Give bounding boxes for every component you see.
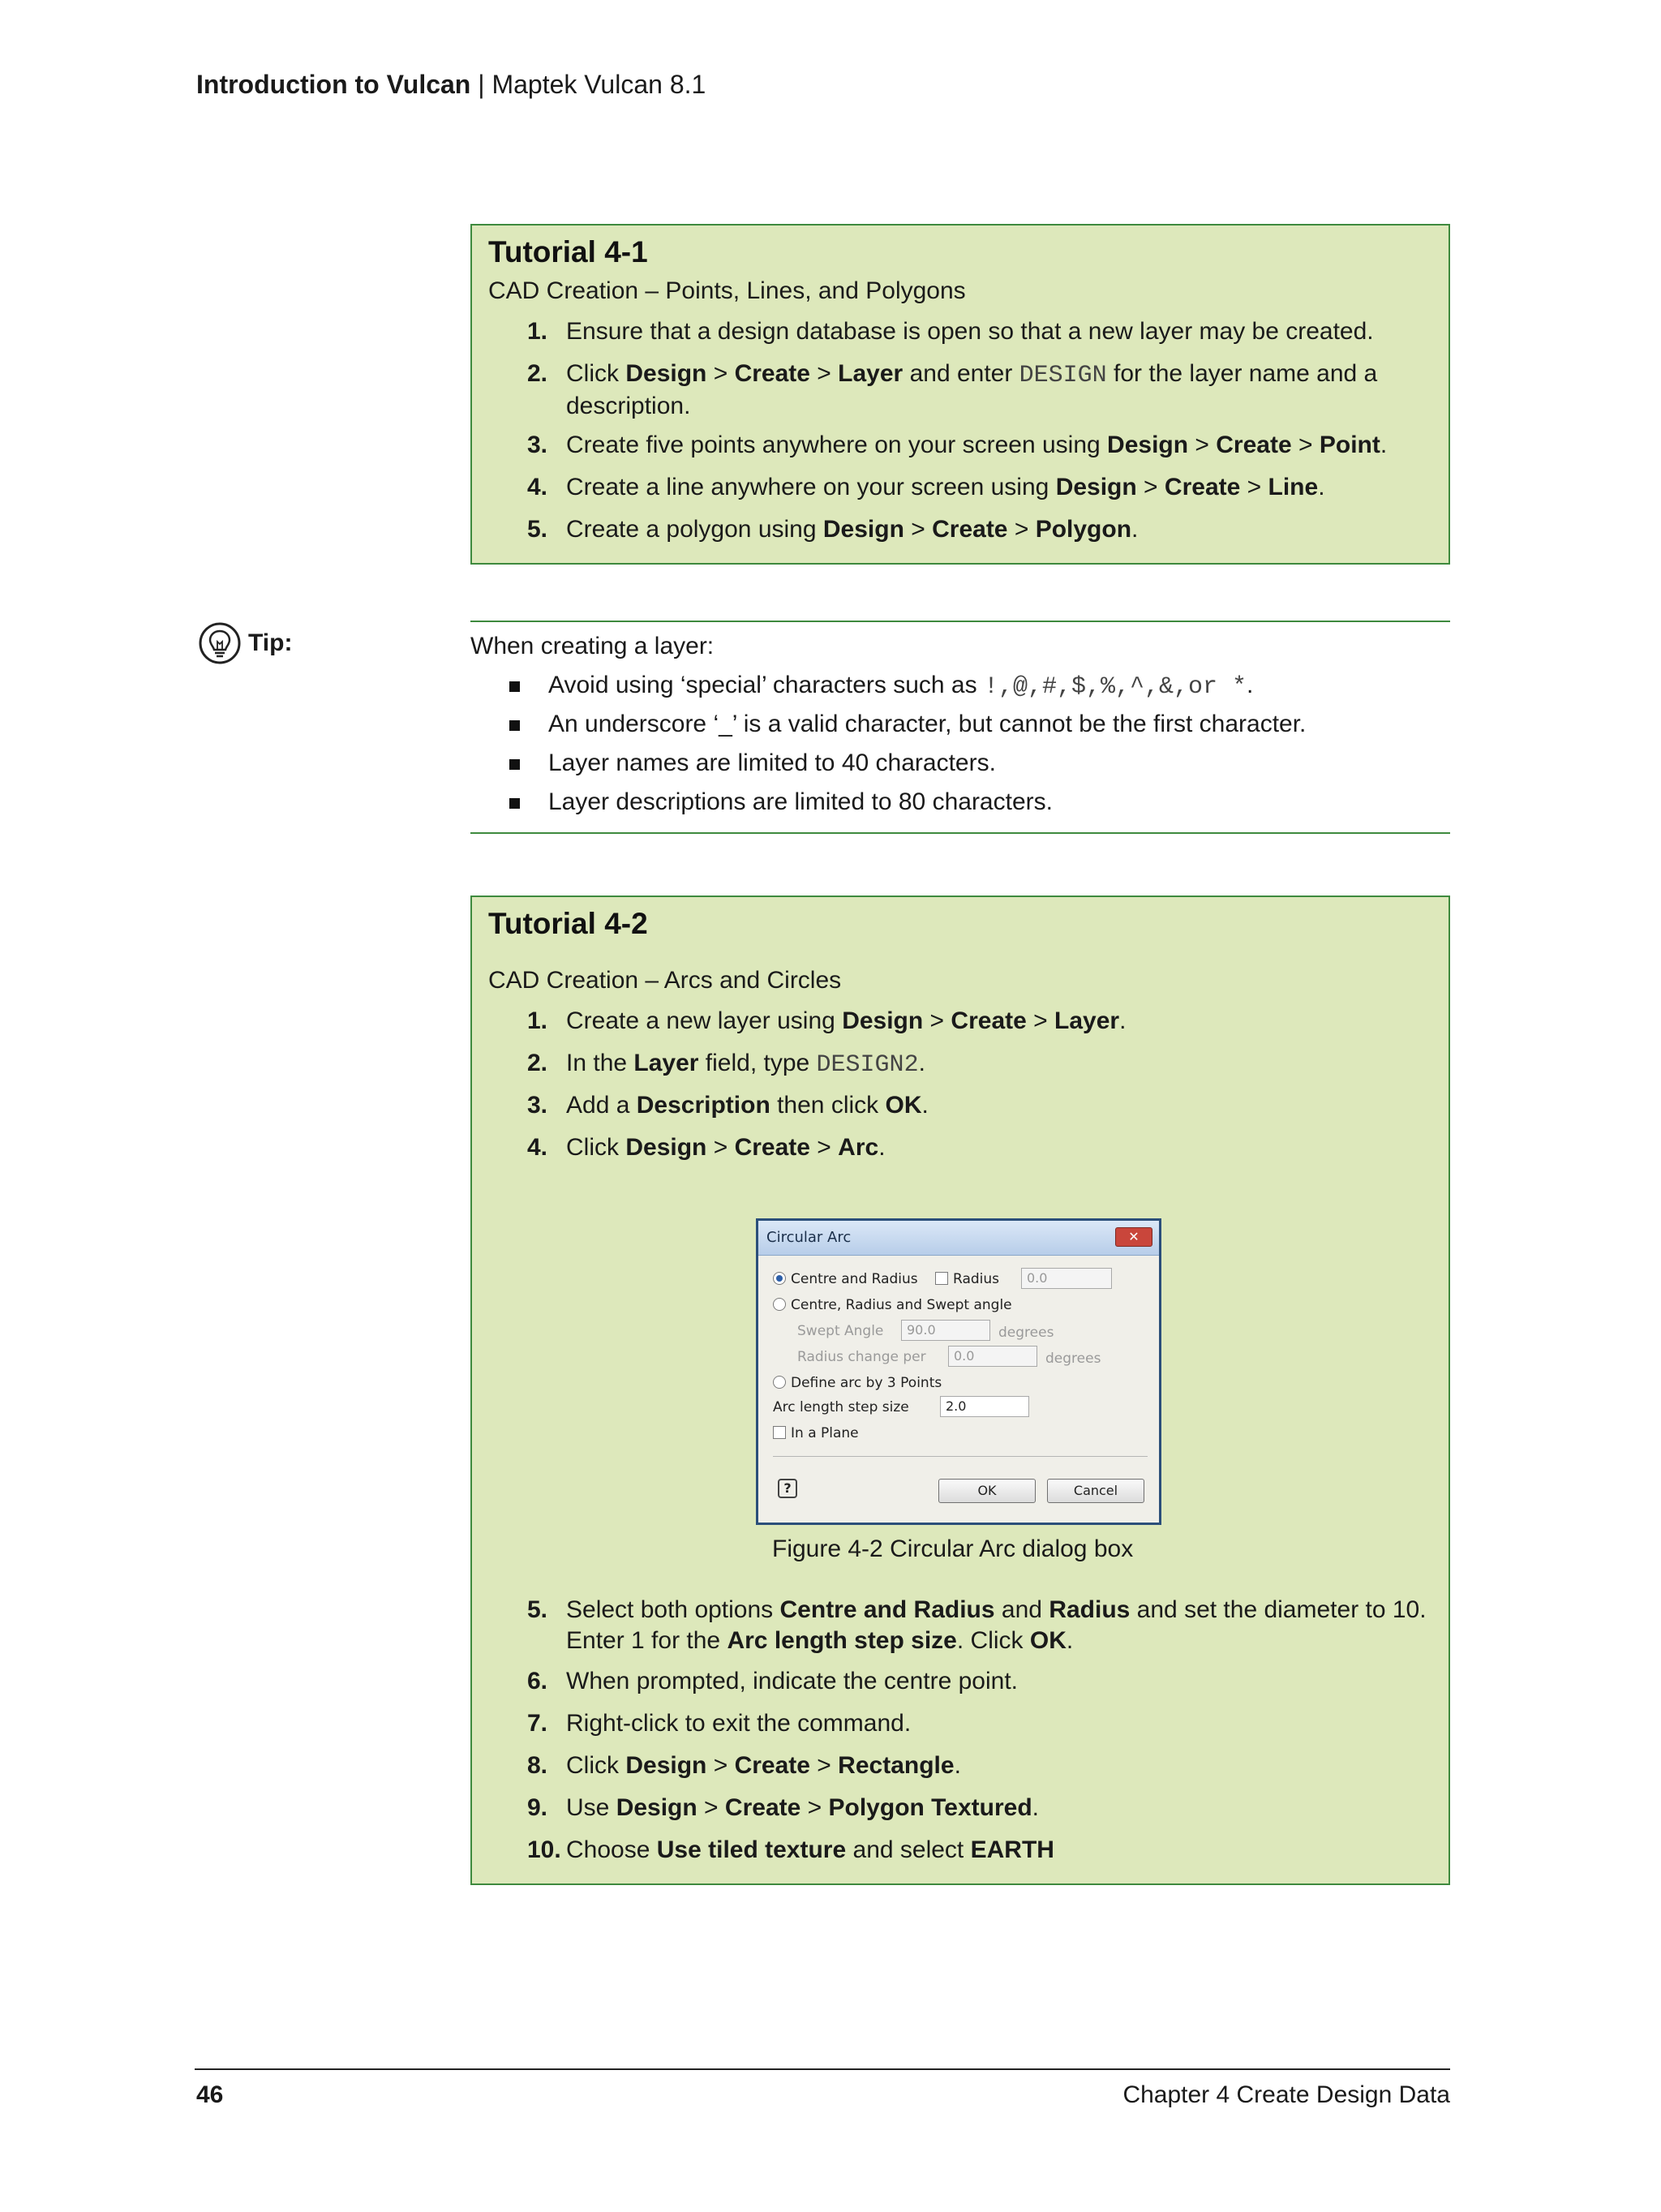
bold-term: Polygon	[1035, 516, 1132, 543]
centre-and-radius-radio[interactable]	[773, 1271, 918, 1287]
bold-term: Layer	[838, 360, 903, 387]
text-run: Right-click to exit the command.	[566, 1710, 912, 1737]
radio-icon	[773, 1298, 786, 1311]
checkbox-icon	[773, 1426, 786, 1439]
step-number: 3.	[527, 432, 548, 458]
radius-checkbox[interactable]	[935, 1271, 999, 1287]
help-icon[interactable]: ?	[778, 1479, 797, 1498]
text-run: When prompted, indicate the centre point.	[566, 1668, 1018, 1694]
text-run: >	[1007, 516, 1036, 543]
bold-term: Polygon Textured	[828, 1794, 1032, 1821]
step-text	[566, 1048, 1434, 1080]
swept-angle-unit: degrees	[998, 1325, 1054, 1341]
define-3-points-radio[interactable]	[773, 1375, 942, 1391]
text-run: >	[1240, 474, 1268, 500]
header-title: Introduction to Vulcan	[196, 70, 471, 99]
text-run: Click	[566, 1752, 626, 1779]
text-run: Avoid using ‘special’ characters such as	[548, 672, 984, 698]
code-term: DESIGN	[1019, 362, 1107, 389]
text-run: then click	[770, 1092, 886, 1119]
text-run: and	[994, 1596, 1049, 1623]
bold-term: Use tiled texture	[656, 1836, 847, 1863]
radius-change-field[interactable]: 0.0	[948, 1346, 1037, 1367]
text-run: field, type	[698, 1050, 817, 1076]
text-run: >	[809, 360, 839, 387]
bold-term: Description	[636, 1092, 770, 1119]
text-run: >	[706, 1134, 735, 1161]
radio-icon	[773, 1376, 786, 1389]
bold-term: Design	[625, 1134, 707, 1161]
bold-term: Radius	[1049, 1596, 1131, 1623]
running-header	[196, 70, 706, 100]
text-run: Create a line anywhere on your screen using	[566, 474, 1056, 500]
close-icon[interactable]: ✕	[1115, 1227, 1152, 1247]
bold-term: Design	[1107, 432, 1189, 458]
text-run: and set the diameter to 10. Enter 1 for the	[566, 1596, 1427, 1654]
text-run: Use	[566, 1794, 616, 1821]
text-run: and enter	[903, 360, 1019, 387]
checkbox-label: Radius	[953, 1271, 1000, 1287]
bullet-text	[548, 750, 996, 777]
ok-button[interactable]: OK	[938, 1479, 1036, 1503]
step-number: 3.	[527, 1092, 548, 1119]
code-term: !,@,#,$,%,^,&,or *	[983, 673, 1247, 701]
text-run: .	[1032, 1794, 1039, 1821]
bold-term: Create	[932, 516, 1008, 543]
bold-term: Create	[734, 1134, 810, 1161]
text-run: Click	[566, 1134, 626, 1161]
tutorial-title: Tutorial 4-1	[488, 235, 648, 268]
text-run: .	[1066, 1627, 1074, 1654]
step-text	[566, 1750, 1434, 1781]
centre-radius-swept-radio[interactable]	[773, 1297, 1012, 1313]
step-text	[566, 1006, 1434, 1037]
bullet-square-icon	[509, 720, 520, 731]
text-run: and select	[846, 1836, 971, 1863]
text-run: >	[903, 516, 933, 543]
text-run: Click	[566, 360, 626, 387]
step-number: 4.	[527, 474, 548, 500]
text-run: for the layer name and a description.	[566, 360, 1378, 419]
step-text	[566, 1793, 1434, 1823]
step-text	[566, 1708, 1434, 1739]
text-run: .	[1247, 672, 1254, 698]
step-number: 1.	[527, 1007, 548, 1034]
footer-rule	[195, 2068, 1450, 2070]
text-run: .	[1119, 1007, 1127, 1034]
bold-term: Design	[625, 360, 707, 387]
text-run: Ensure that a design database is open so that a new layer may be created.	[566, 318, 1374, 345]
bullet-text	[548, 711, 1306, 738]
text-run: .	[918, 1050, 925, 1076]
tip-intro: When creating a layer:	[470, 633, 715, 659]
text-run: .	[878, 1134, 886, 1161]
circular-arc-dialog	[756, 1218, 1161, 1525]
tutorial-4-1-box	[470, 224, 1450, 565]
text-run: >	[706, 1752, 735, 1779]
bold-term: Create	[734, 360, 810, 387]
text-run: An underscore ‘_’ is a valid character, but cannot be the first character.	[548, 711, 1307, 737]
tutorial-subtitle: CAD Creation – Points, Lines, and Polygons	[488, 277, 966, 304]
arc-step-field[interactable]: 2.0	[940, 1396, 1029, 1417]
text-run: >	[1026, 1007, 1055, 1034]
in-a-plane-checkbox[interactable]	[773, 1425, 859, 1441]
step-number: 5.	[527, 516, 548, 543]
bullet-text	[548, 672, 1253, 701]
bold-term: Create	[1164, 474, 1241, 500]
step-number: 7.	[527, 1710, 548, 1737]
bold-term: Design	[842, 1007, 924, 1034]
text-run: Layer names are limited to 40 characters.	[548, 750, 996, 776]
radio-selected-icon	[773, 1272, 786, 1285]
step-number: 2.	[527, 360, 548, 387]
tip-divider-top	[470, 621, 1450, 622]
radius-change-unit: degrees	[1045, 1351, 1101, 1367]
text-run: >	[1136, 474, 1165, 500]
step-text	[566, 316, 1434, 347]
bold-term: Design	[616, 1794, 697, 1821]
bold-term: Line	[1268, 474, 1319, 500]
swept-angle-field[interactable]: 90.0	[901, 1320, 990, 1341]
text-run: Select both options	[566, 1596, 780, 1623]
radio-label: Centre and Radius	[791, 1271, 918, 1287]
text-run: .	[921, 1092, 929, 1119]
text-run: Layer descriptions are limited to 80 characters.	[548, 788, 1053, 815]
text-run: .	[1318, 474, 1325, 500]
step-number: 5.	[527, 1596, 548, 1623]
bold-term: Centre and Radius	[779, 1596, 995, 1623]
bullet-square-icon	[509, 759, 520, 770]
text-run: >	[800, 1794, 829, 1821]
text-run: >	[697, 1794, 725, 1821]
text-run: .	[1380, 432, 1388, 458]
bold-term: Design	[1055, 474, 1137, 500]
radius-change-label: Radius change per	[797, 1349, 926, 1365]
arc-step-label: Arc length step size	[773, 1399, 909, 1415]
bold-term: Create	[724, 1794, 801, 1821]
lightbulb-icon	[198, 621, 242, 665]
step-number: 9.	[527, 1794, 548, 1821]
step-number: 2.	[527, 1050, 548, 1076]
checkbox-icon	[935, 1272, 948, 1285]
dialog-title: Circular Arc	[766, 1229, 852, 1246]
bold-term: OK	[885, 1092, 922, 1119]
bold-term: Arc	[838, 1134, 879, 1161]
bullet-square-icon	[509, 798, 520, 809]
bold-term: Arc length step size	[727, 1627, 957, 1654]
bold-term: Create	[951, 1007, 1027, 1034]
step-number: 6.	[527, 1668, 548, 1694]
radio-label: Centre, Radius and Swept angle	[791, 1297, 1012, 1313]
step-text	[566, 430, 1434, 461]
bold-term: Design	[822, 516, 904, 543]
text-run: Choose	[566, 1836, 657, 1863]
figure-caption: Figure 4-2 Circular Arc dialog box	[772, 1536, 1134, 1562]
text-run: Create a polygon using	[566, 516, 823, 543]
text-run: >	[809, 1134, 839, 1161]
text-run: >	[1188, 432, 1217, 458]
step-number: 8.	[527, 1752, 548, 1779]
tip-label: Tip:	[248, 629, 293, 656]
header-separator: |	[470, 70, 492, 99]
bullet-text	[548, 788, 1053, 816]
text-run: >	[706, 360, 735, 387]
step-text	[566, 472, 1434, 503]
dialog-separator	[773, 1456, 1148, 1457]
bullet-square-icon	[509, 681, 520, 692]
tip-divider-bottom	[470, 832, 1450, 834]
step-text	[566, 1666, 1434, 1697]
radius-field[interactable]: 0.0	[1021, 1268, 1112, 1289]
text-run: >	[1291, 432, 1320, 458]
text-run: Add a	[566, 1092, 637, 1119]
dialog-titlebar	[758, 1221, 1159, 1256]
bold-term: Point	[1319, 432, 1380, 458]
cancel-button[interactable]: Cancel	[1047, 1479, 1144, 1503]
step-text	[566, 1132, 1434, 1163]
step-text	[566, 1835, 1434, 1866]
text-run: Create a new layer using	[566, 1007, 843, 1034]
checkbox-label: In a Plane	[791, 1425, 859, 1441]
step-text	[566, 1090, 1434, 1121]
radio-label: Define arc by 3 Points	[791, 1375, 942, 1391]
chapter-title: Chapter 4 Create Design Data	[1122, 2081, 1450, 2108]
step-number: 4.	[527, 1134, 548, 1161]
bold-term: Rectangle	[838, 1752, 955, 1779]
bold-term: Layer	[1054, 1007, 1120, 1034]
step-number: 10.	[527, 1836, 561, 1863]
step-text	[566, 1595, 1434, 1656]
text-run: Create five points anywhere on your screen using	[566, 432, 1108, 458]
tutorial-subtitle: CAD Creation – Arcs and Circles	[488, 967, 842, 994]
bold-term: OK	[1029, 1627, 1067, 1654]
step-text	[566, 514, 1434, 545]
text-run: >	[923, 1007, 951, 1034]
text-run: .	[1131, 516, 1139, 543]
bold-term: Design	[625, 1752, 707, 1779]
page-number: 46	[196, 2081, 224, 2108]
header-product: Maptek Vulcan 8.1	[491, 70, 706, 99]
step-number: 1.	[527, 318, 548, 345]
bold-term: Layer	[633, 1050, 699, 1076]
text-run: .	[954, 1752, 961, 1779]
text-run: >	[809, 1752, 839, 1779]
text-run: . Click	[956, 1627, 1030, 1654]
tutorial-title: Tutorial 4-2	[488, 907, 648, 940]
bold-term: EARTH	[970, 1836, 1054, 1863]
code-term: DESIGN2	[816, 1051, 919, 1079]
bold-term: Create	[1216, 432, 1292, 458]
text-run: In the	[566, 1050, 634, 1076]
step-text	[566, 359, 1434, 422]
swept-angle-label: Swept Angle	[797, 1323, 884, 1339]
bold-term: Create	[734, 1752, 810, 1779]
